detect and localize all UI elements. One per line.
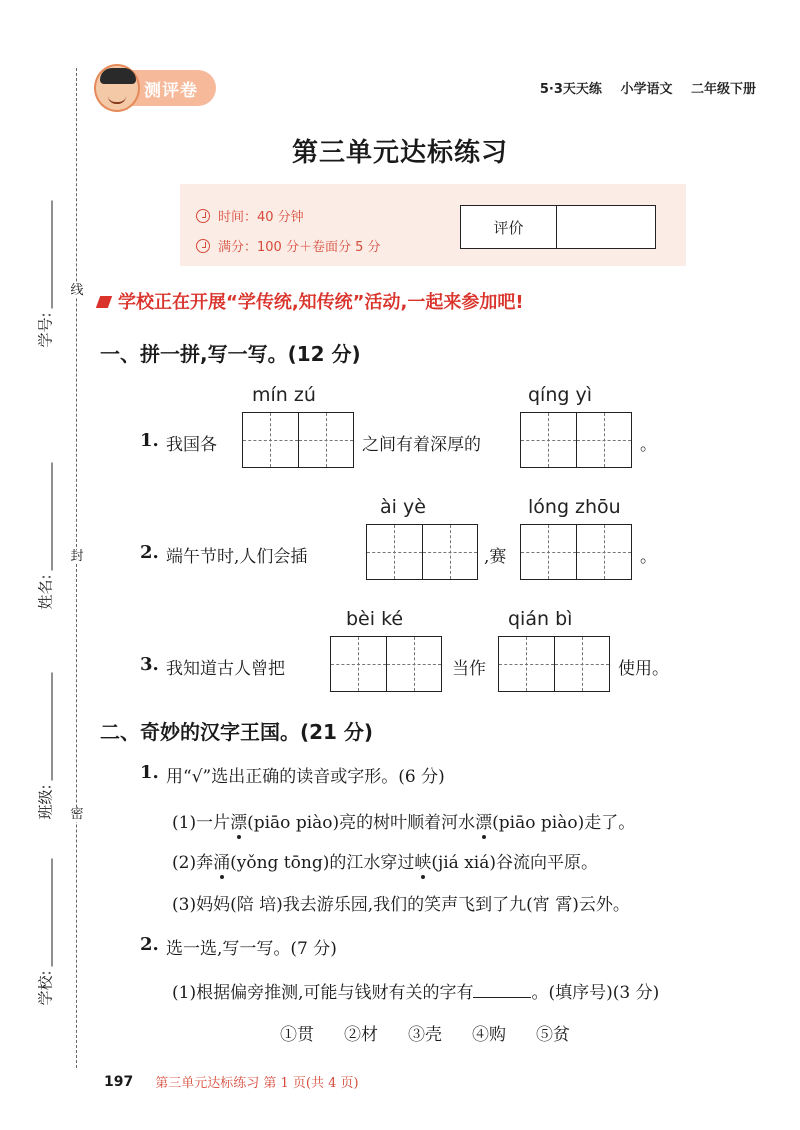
pinyin-minzu: mín zú bbox=[252, 384, 316, 406]
series-name: 5·3天天练 bbox=[539, 82, 602, 97]
section2-heading: 二、奇妙的汉字王国。(21 分) bbox=[100, 720, 374, 744]
writing-grid[interactable] bbox=[498, 636, 610, 692]
page-number: 197 bbox=[104, 1073, 134, 1090]
binding-mark-secret: 密 bbox=[70, 807, 84, 822]
pinyin-qingyi: qíng yì bbox=[528, 384, 593, 406]
student-id-field[interactable]: 学号: bbox=[35, 198, 56, 348]
check-icon bbox=[196, 239, 210, 253]
subject-name: 小学语文 bbox=[620, 82, 673, 97]
choice-line-3[interactable]: (3)妈妈(陪 培)我去游乐园,我们的笑声飞到了九(宵 霄)云外。 bbox=[172, 895, 630, 915]
page-title: 第三单元达标练习 bbox=[291, 138, 508, 168]
option-item: ②材 bbox=[344, 1025, 378, 1045]
book-info bbox=[526, 78, 756, 97]
question-text: 当作 bbox=[452, 659, 486, 679]
pinyin-beike: bèi ké bbox=[346, 608, 404, 630]
writing-grid[interactable] bbox=[242, 412, 354, 468]
question-text: 端午节时,人们会插 bbox=[166, 547, 308, 567]
writing-grid[interactable] bbox=[520, 412, 632, 468]
question-text: 我国各 bbox=[166, 435, 217, 455]
question-number: 2. bbox=[140, 934, 159, 955]
badge-label: 测评卷 bbox=[144, 81, 198, 101]
question-text: 。 bbox=[640, 435, 657, 455]
choice-line-1[interactable]: (1)一片漂(piāo piào)亮的树叶顺着河水漂(piāo piào)走了。 bbox=[172, 808, 635, 833]
section1-heading: 一、拼一拼,写一写。(12 分) bbox=[100, 342, 361, 366]
writing-grid[interactable] bbox=[520, 524, 632, 580]
choice-line-2[interactable]: (2)奔涌(yǒng tōng)的江水穿过峡(jiá xiá)谷流向平原。 bbox=[172, 848, 598, 873]
question-text: 我知道古人曾把 bbox=[166, 659, 285, 679]
question-text: ,赛 bbox=[484, 547, 507, 567]
score-info: 满分：100 分＋卷面分 5 分 bbox=[196, 236, 380, 255]
answer-blank[interactable] bbox=[473, 984, 531, 998]
option-item: ①贯 bbox=[280, 1025, 314, 1045]
flag-icon bbox=[98, 294, 116, 308]
pinyin-longzhou: lóng zhōu bbox=[528, 496, 621, 518]
question-prompt: 用“√”选出正确的读音或字形。(6 分) bbox=[166, 767, 445, 787]
question-number: 3. bbox=[140, 654, 159, 675]
pinyin-qianbi: qián bì bbox=[508, 608, 573, 630]
option-item: ⑤贫 bbox=[536, 1025, 570, 1045]
binding-mark-seal: 封 bbox=[70, 549, 84, 564]
question-prompt: 选一选,写一写。(7 分) bbox=[166, 939, 337, 959]
evaluation-label: 评价 bbox=[461, 206, 557, 248]
name-field[interactable]: 姓名: bbox=[35, 460, 56, 610]
fill-line: (1)根据偏旁推测,可能与钱财有关的字有 。(填序号)(3 分) bbox=[172, 983, 660, 1003]
writing-grid[interactable] bbox=[366, 524, 478, 580]
question-text: 。 bbox=[640, 547, 657, 567]
option-list bbox=[280, 1020, 570, 1045]
option-item: ④购 bbox=[472, 1025, 506, 1045]
school-field[interactable]: 学校: bbox=[35, 856, 56, 1006]
pinyin-aiye: ài yè bbox=[380, 496, 426, 518]
footer-label: 第三单元达标练习 第 1 页(共 4 页) bbox=[155, 1076, 359, 1091]
binding-cut-line bbox=[76, 68, 77, 1068]
question-number: 2. bbox=[140, 542, 159, 563]
mascot-icon bbox=[94, 64, 140, 112]
question-text: 之间有着深厚的 bbox=[362, 435, 481, 455]
activity-banner: 学校正在开展“学传统,知传统”活动,一起来参加吧! bbox=[98, 288, 524, 314]
question-number: 1. bbox=[140, 430, 159, 451]
question-text: 使用。 bbox=[618, 659, 669, 679]
time-info: 时间：40 分钟 bbox=[196, 206, 304, 225]
clock-icon bbox=[196, 209, 210, 223]
option-item: ③壳 bbox=[408, 1025, 442, 1045]
grade-name: 二年级下册 bbox=[690, 82, 756, 97]
binding-mark-line: 线 bbox=[70, 283, 84, 298]
evaluation-blank[interactable] bbox=[557, 206, 655, 248]
page-footer bbox=[104, 1072, 359, 1091]
evaluation-box bbox=[460, 205, 656, 249]
class-field[interactable]: 班级: bbox=[35, 670, 56, 820]
writing-grid[interactable] bbox=[330, 636, 442, 692]
question-number: 1. bbox=[140, 762, 159, 783]
